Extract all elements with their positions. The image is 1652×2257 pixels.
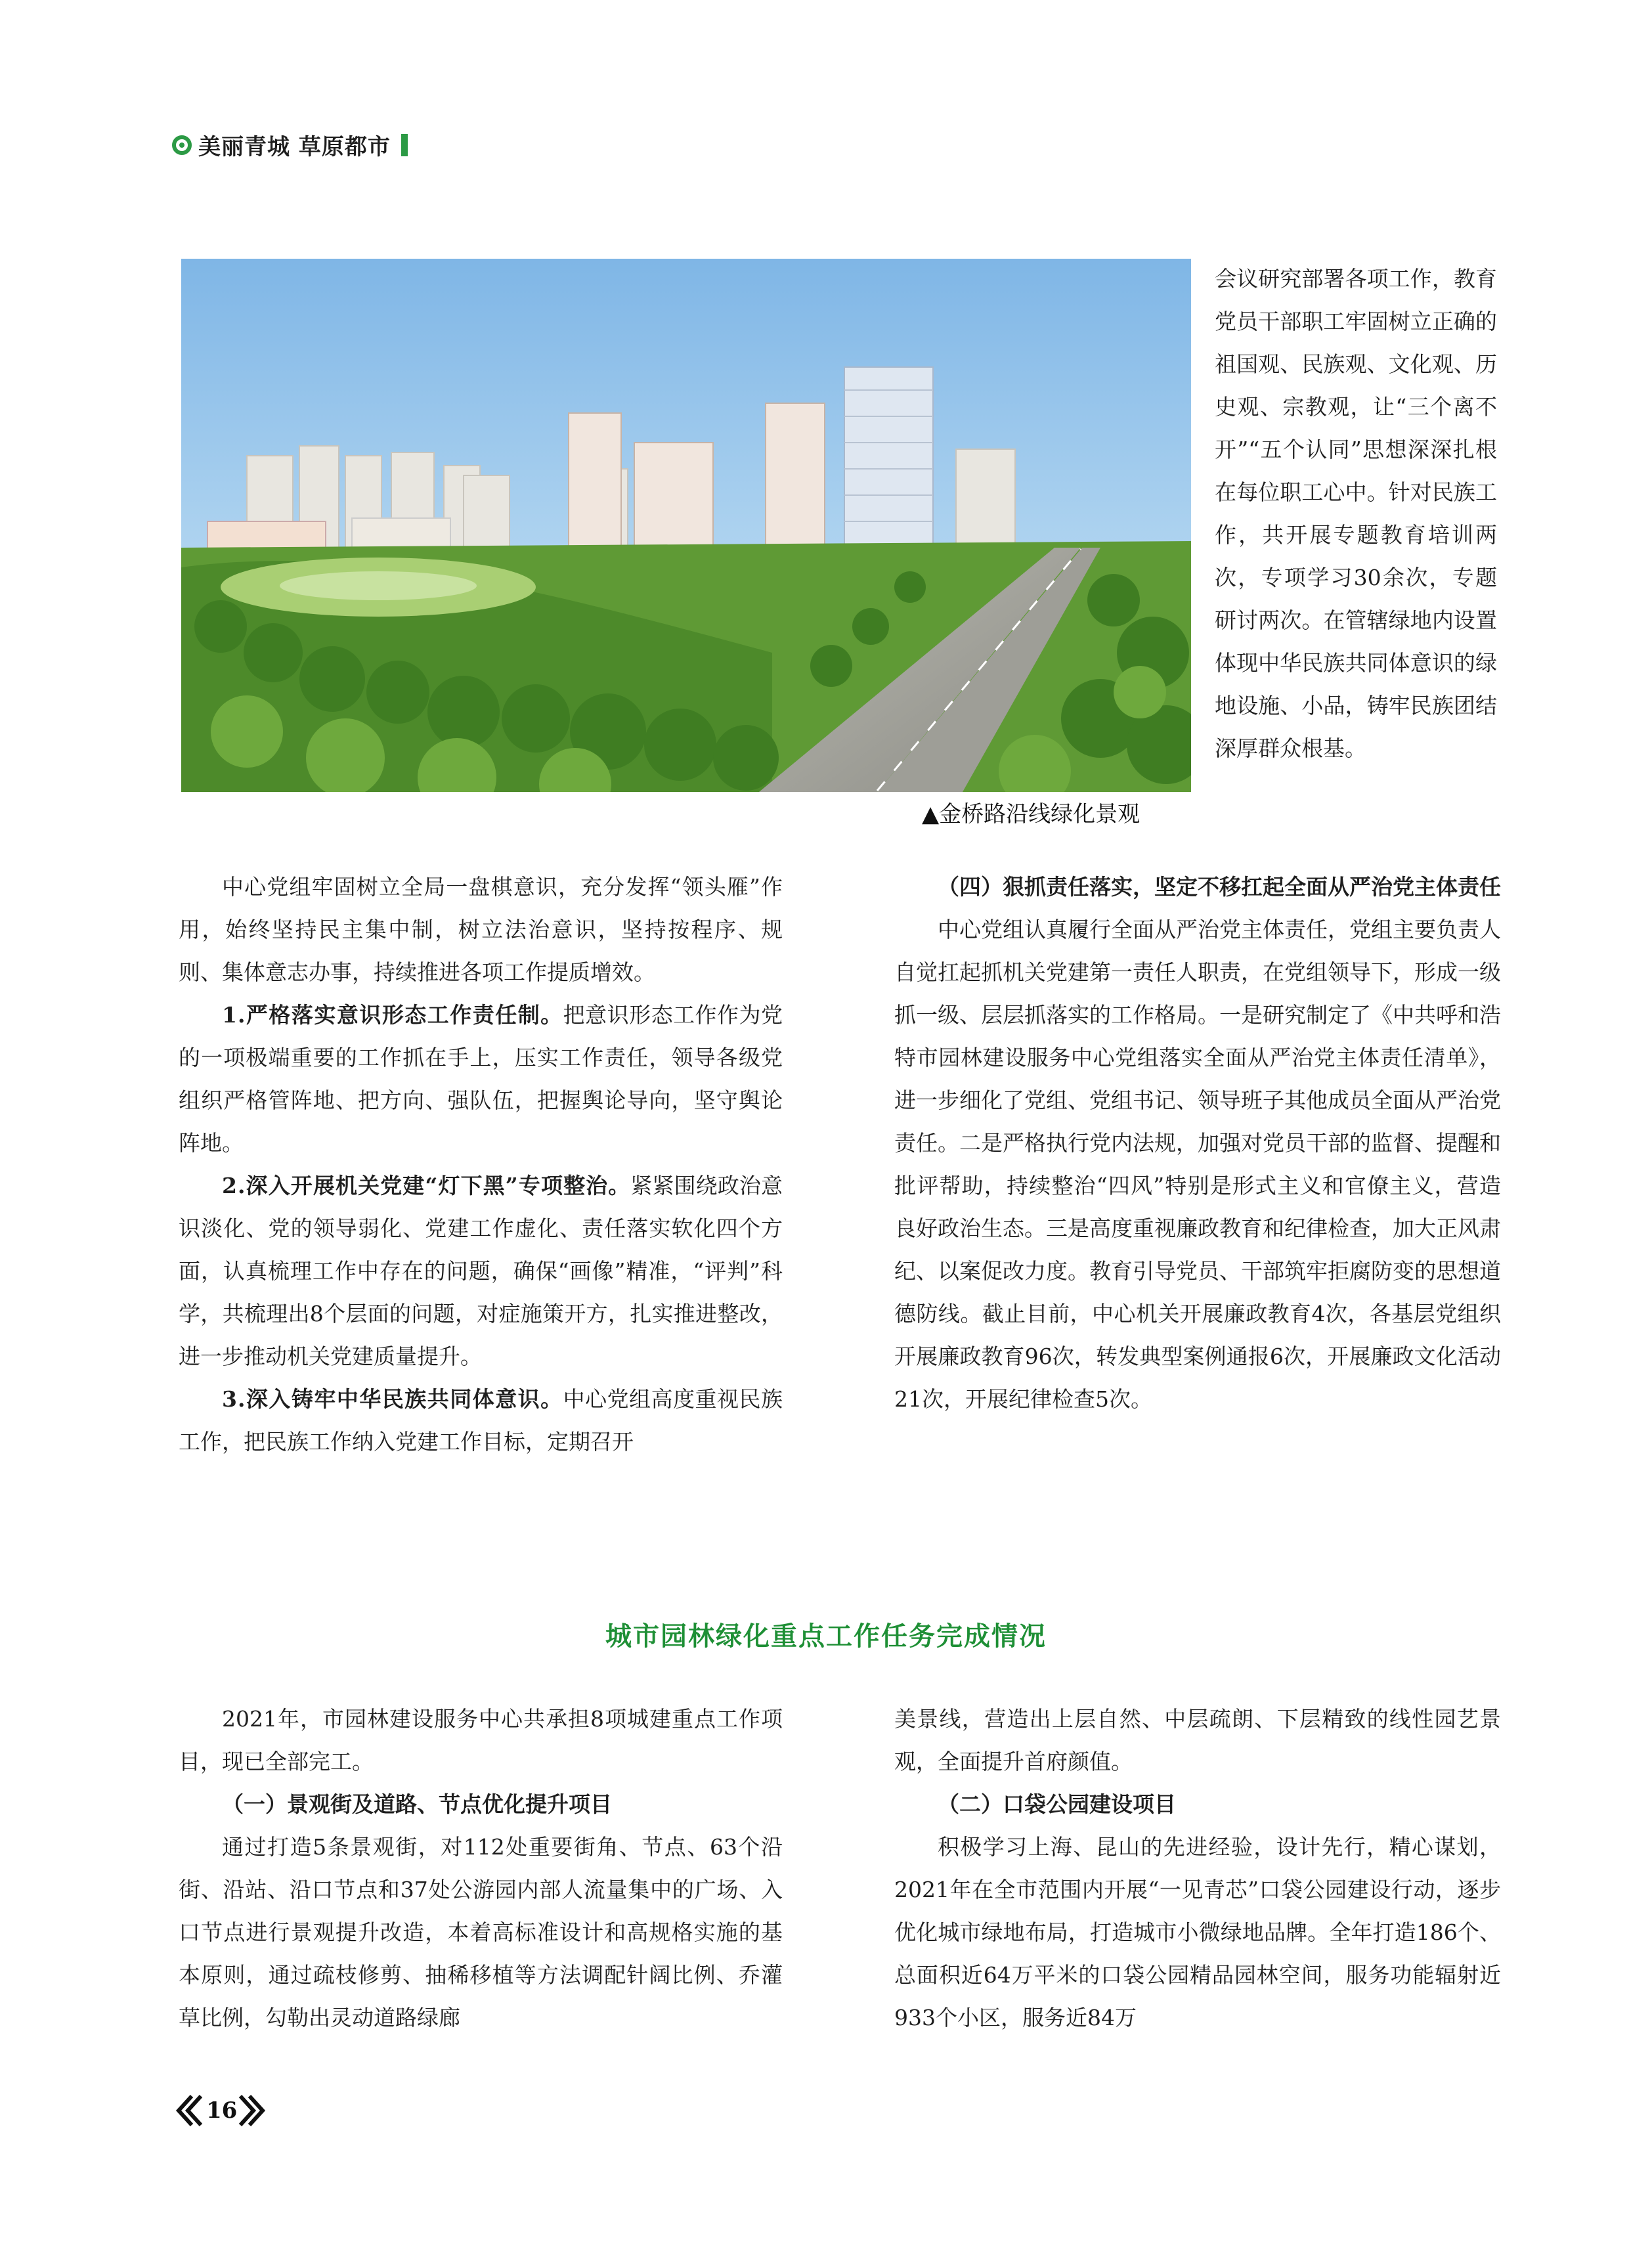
section-left-column [179, 1698, 783, 2039]
point-1-text: 把意识形态工作作为党的一项极端重要的工作抓在手上，压实工作责任，领导各级党组织严格管阵地、把方向、强队伍，把握舆论导向，坚守舆论阵地。 [179, 1002, 783, 1156]
right-paragraph-1: 中心党组认真履行全面从严治党主体责任，党组主要负责人自觉扛起抓机关党建第一责任人职责，在党组领导下，形成一级抓一级、层层抓落实的工作格局。一是研究制定了《中共呼和浩特市园林建设服务中心党组落实全面从严治党主体责任清单》，进一步细化了党组、党组书记、领导班子其他成员全面从严治党责任。二是严格执行党内法规，加强对党员干部的监督、提醒和批评帮助，持续整治“四风”特别是形式主义和官僚主义，营造良好政治生态。三是高度重视廉政教育和纪律检查，加大正风肃纪、以案促改力度。教育引导党员、干部筑牢拒腐防变的思想道德防线。截止目前，中心机关开展廉政教育4次，各基层党组织开展廉政教育96次，转发典型案例通报6次，开展廉政文化活动21次，开展纪律检查5次。 [894, 917, 1501, 1412]
section-heading: 城市园林绿化重点工作任务完成情况 [605, 1621, 1047, 1652]
city-greenway-photo [181, 259, 1191, 792]
right-column [894, 866, 1501, 1420]
header-bar-icon [401, 134, 408, 156]
circle-logo-icon [172, 135, 192, 155]
header-title: 美丽青城 草原都市 [198, 134, 391, 160]
left-paragraph-3 [179, 1164, 783, 1378]
left-paragraph-1: 中心党组牢固树立全局一盘棋意识，充分发挥“领头雁”作用，始终坚持民主集中制，树立法治意识，坚持按程序、规则、集体意志办事，持续推进各项工作提质增效。 [179, 874, 783, 985]
point-1-lead: 1.严格落实意识形态工作责任制。 [222, 1002, 563, 1028]
left-paragraph-2 [179, 994, 783, 1164]
side-column [1215, 257, 1497, 770]
point-3-lead: 3.深入铸牢中华民族共同体意识。 [222, 1386, 563, 1412]
section-right-paragraph-1: 美景线，营造出上层自然、中层疏朗、下层精致的线性园艺景观，全面提升首府颜值。 [894, 1706, 1501, 1774]
point-2-text: 紧紧围绕政治意识淡化、党的领导弱化、党建工作虚化、责任落实软化四个方面，认真梳理工作中存在的问题，确保“画像”精准，“评判”科学，共梳理出8个层面的问题，对症施策开方，扎实推进整改，进一步推动机关党建质量提升。 [179, 1173, 783, 1369]
page-number: 16 [206, 2097, 238, 2124]
running-header [172, 129, 408, 161]
photo-caption: ▲金桥路沿线绿化景观 [922, 801, 1141, 827]
section-left-paragraph-1: 2021年，市园林建设服务中心共承担8项城建重点工作项目，现已全部完工。 [179, 1706, 783, 1774]
city-skyline-illustration [181, 259, 1191, 792]
left-column [179, 866, 783, 1463]
section-right-column [894, 1698, 1501, 2039]
point-3-text: 中心党组高度重视民族工作，把民族工作纳入党建工作目标，定期召开 [179, 1386, 783, 1455]
side-paragraph: 会议研究部署各项工作，教育党员干部职工牢固树立正确的祖国观、民族观、文化观、历史观、宗教观，让“三个离不开”“五个认同”思想深深扎根在每位职工心中。针对民族工作，共开展专题教育培训两次，专项学习30余次，专题研讨两次。在管辖绿地内设置体现中华民族共同体意识的绿地设施、小品，铸牢民族团结深厚群众根基。 [1215, 266, 1497, 761]
subsection-4-heading: （四）狠抓责任落实，坚定不移扛起全面从严治党主体责任 [938, 874, 1501, 900]
page-number-badge [172, 2093, 271, 2128]
subsection-2-heading: （二）口袋公园建设项目 [938, 1791, 1176, 1817]
left-paragraph-4 [179, 1378, 783, 1463]
subsection-1-heading: （一）景观街及道路、节点优化提升项目 [222, 1791, 612, 1817]
point-2-lead: 2.深入开展机关党建“灯下黑”专项整治。 [222, 1173, 631, 1198]
section-right-paragraph-2: 积极学习上海、昆山的先进经验，设计先行，精心谋划，2021年在全市范围内开展“一见青芯”口袋公园建设行动，逐步优化城市绿地布局，打造城市小微绿地品牌。全年打造186个、总面积近64万平米的口袋公园精品园林空间，服务功能辐射近933个小区，服务近84万 [894, 1834, 1501, 2030]
section-left-paragraph-2: 通过打造5条景观街，对112处重要街角、节点、63个沿街、沿站、沿口节点和37处公游园内部人流量集中的广场、入口节点进行景观提升改造，本着高标准设计和高规格实施的基本原则，通过疏枝修剪、抽稀移植等方法调配针阔比例、乔灌草比例，勾勒出灵动道路绿廊 [179, 1834, 783, 2030]
